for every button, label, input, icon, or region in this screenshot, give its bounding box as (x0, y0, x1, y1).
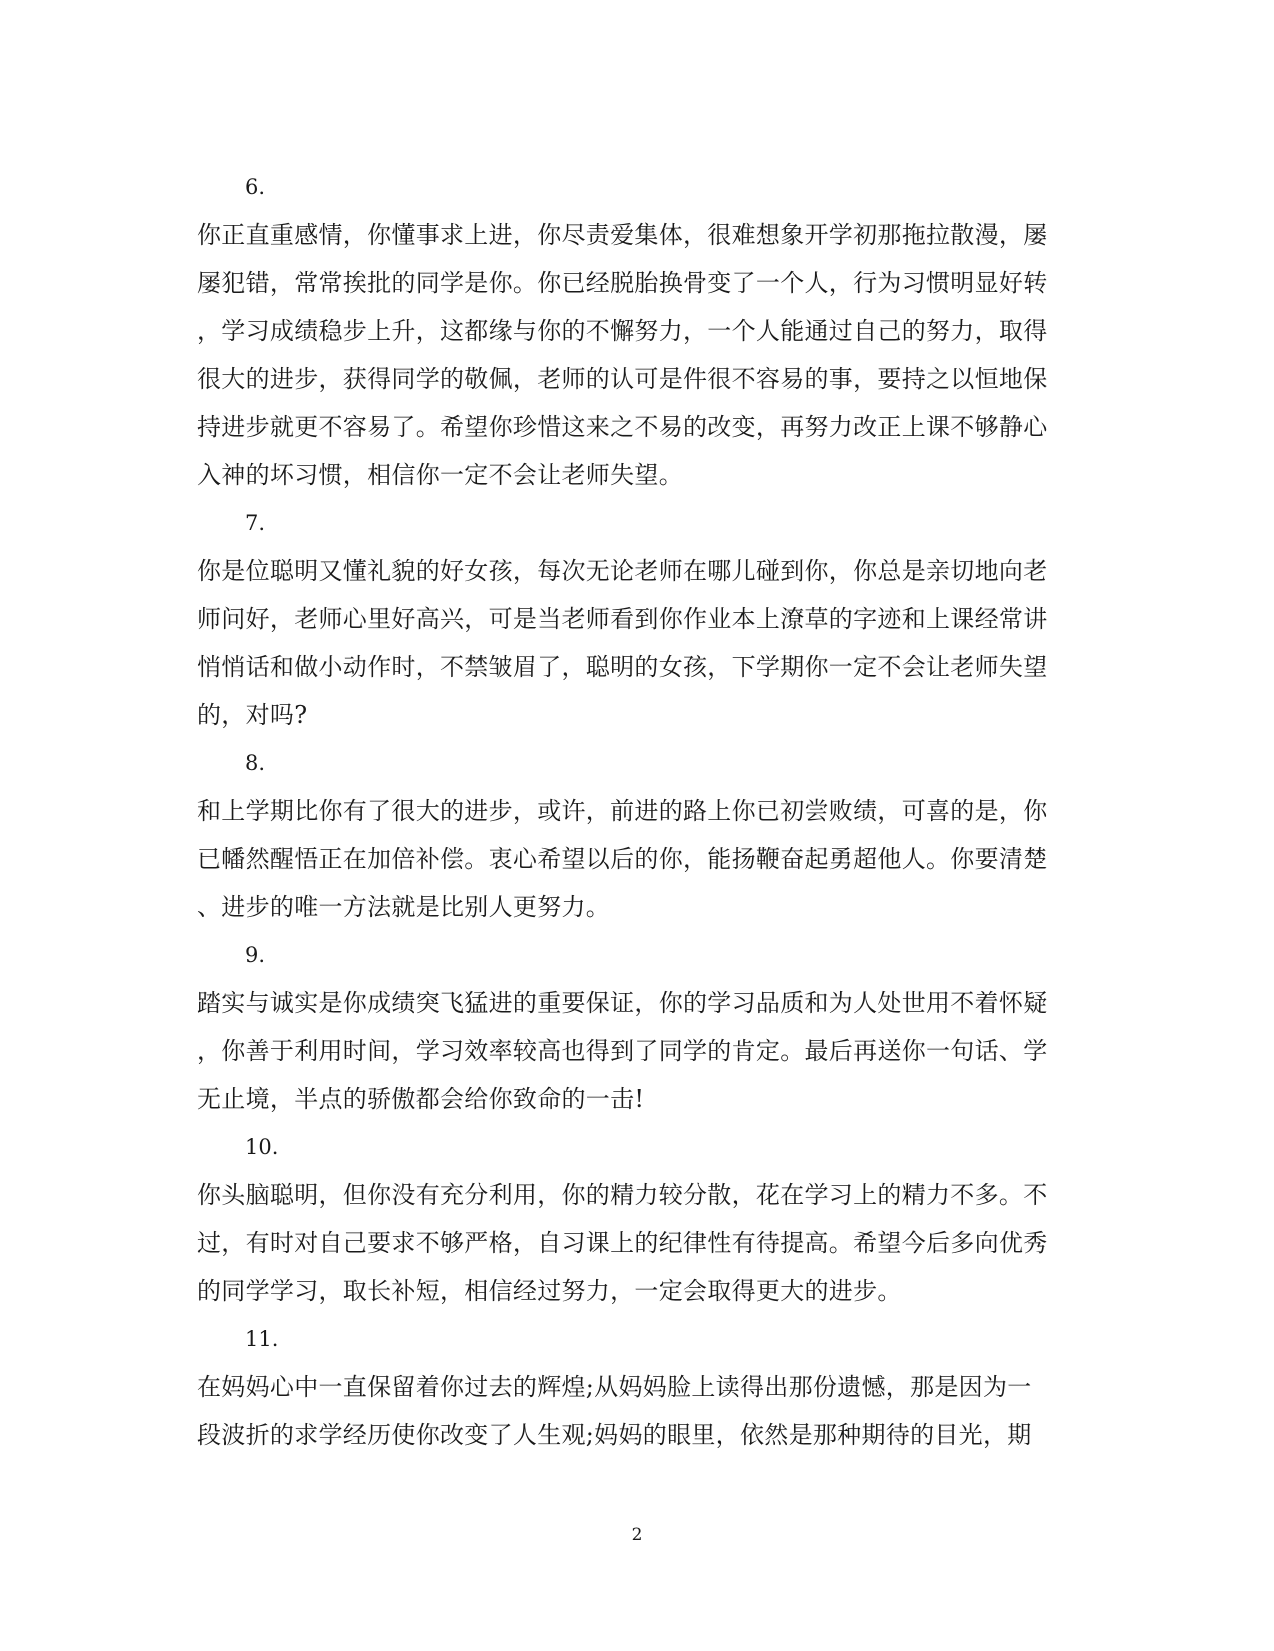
document-body (197, 163, 1077, 1459)
entry-text-line: 悄悄话和做小动作时，不禁皱眉了，聪明的女孩，下学期你一定不会让老师失望 (197, 653, 1048, 681)
entry-text-line: 你是位聪明又懂礼貌的好女孩，每次无论老师在哪儿碰到你，你总是亲切地向老 (197, 557, 1048, 585)
entry-text-line: 持进步就更不容易了。希望你珍惜这来之不易的改变，再努力改正上课不够静心 (197, 413, 1048, 441)
entry-7 (197, 499, 1077, 739)
entry-text-line: 你正直重感情，你懂事求上进，你尽责爱集体，很难想象开学初那拖拉散漫，屡 (197, 221, 1048, 249)
entry-text-line: 在妈妈心中一直保留着你过去的辉煌;从妈妈脸上读得出那份遗憾，那是因为一 (197, 1373, 1032, 1401)
entry-text-line: ，你善于利用时间，学习效率较高也得到了同学的肯定。最后再送你一句话、学 (197, 1037, 1048, 1065)
entry-11 (197, 1315, 1077, 1459)
entry-text-line: 过，有时对自己要求不够严格，自习课上的纪律性有待提高。希望今后多向优秀 (197, 1229, 1048, 1257)
entry-text-line: 屡犯错，常常挨批的同学是你。你已经脱胎换骨变了一个人，行为习惯明显好转 (197, 269, 1048, 297)
entry-number: 6. (245, 175, 266, 199)
entry-number: 10. (245, 1135, 279, 1159)
entry-text-line: 师问好，老师心里好高兴，可是当老师看到你作业本上潦草的字迹和上课经常讲 (197, 605, 1048, 633)
entry-text-line: 的，对吗? (197, 701, 308, 729)
entry-10 (197, 1123, 1077, 1315)
entry-9 (197, 931, 1077, 1123)
entry-8 (197, 739, 1077, 931)
entry-text-line: 已幡然醒悟正在加倍补偿。衷心希望以后的你，能扬鞭奋起勇超他人。你要清楚 (197, 845, 1048, 873)
entry-6 (197, 163, 1077, 499)
entry-number: 9. (245, 943, 266, 967)
entry-number: 7. (245, 511, 266, 535)
entry-number: 8. (245, 751, 266, 775)
entry-text-line: 、进步的唯一方法就是比别人更努力。 (197, 893, 611, 921)
entry-text-line: 入神的坏习惯，相信你一定不会让老师失望。 (197, 461, 683, 489)
entry-number: 11. (245, 1327, 279, 1351)
entry-text-line: 无止境，半点的骄傲都会给你致命的一击! (197, 1085, 645, 1113)
entry-text-line: ，学习成绩稳步上升，这都缘与你的不懈努力，一个人能通过自己的努力，取得 (197, 317, 1048, 345)
entry-text-line: 段波折的求学经历使你改变了人生观;妈妈的眼里，依然是那种期待的目光，期 (197, 1421, 1032, 1449)
entry-text-line: 你头脑聪明，但你没有充分利用，你的精力较分散，花在学习上的精力不多。不 (197, 1181, 1048, 1209)
entry-text-line: 的同学学习，取长补短，相信经过努力，一定会取得更大的进步。 (197, 1277, 902, 1305)
entry-text-line: 很大的进步，获得同学的敬佩，老师的认可是件很不容易的事，要持之以恒地保 (197, 365, 1048, 393)
entry-text-line: 踏实与诚实是你成绩突飞猛进的重要保证，你的学习品质和为人处世用不着怀疑 (197, 989, 1048, 1017)
entry-text-line: 和上学期比你有了很大的进步，或许，前进的路上你已初尝败绩，可喜的是，你 (197, 797, 1048, 825)
page-number: 2 (631, 1525, 643, 1545)
